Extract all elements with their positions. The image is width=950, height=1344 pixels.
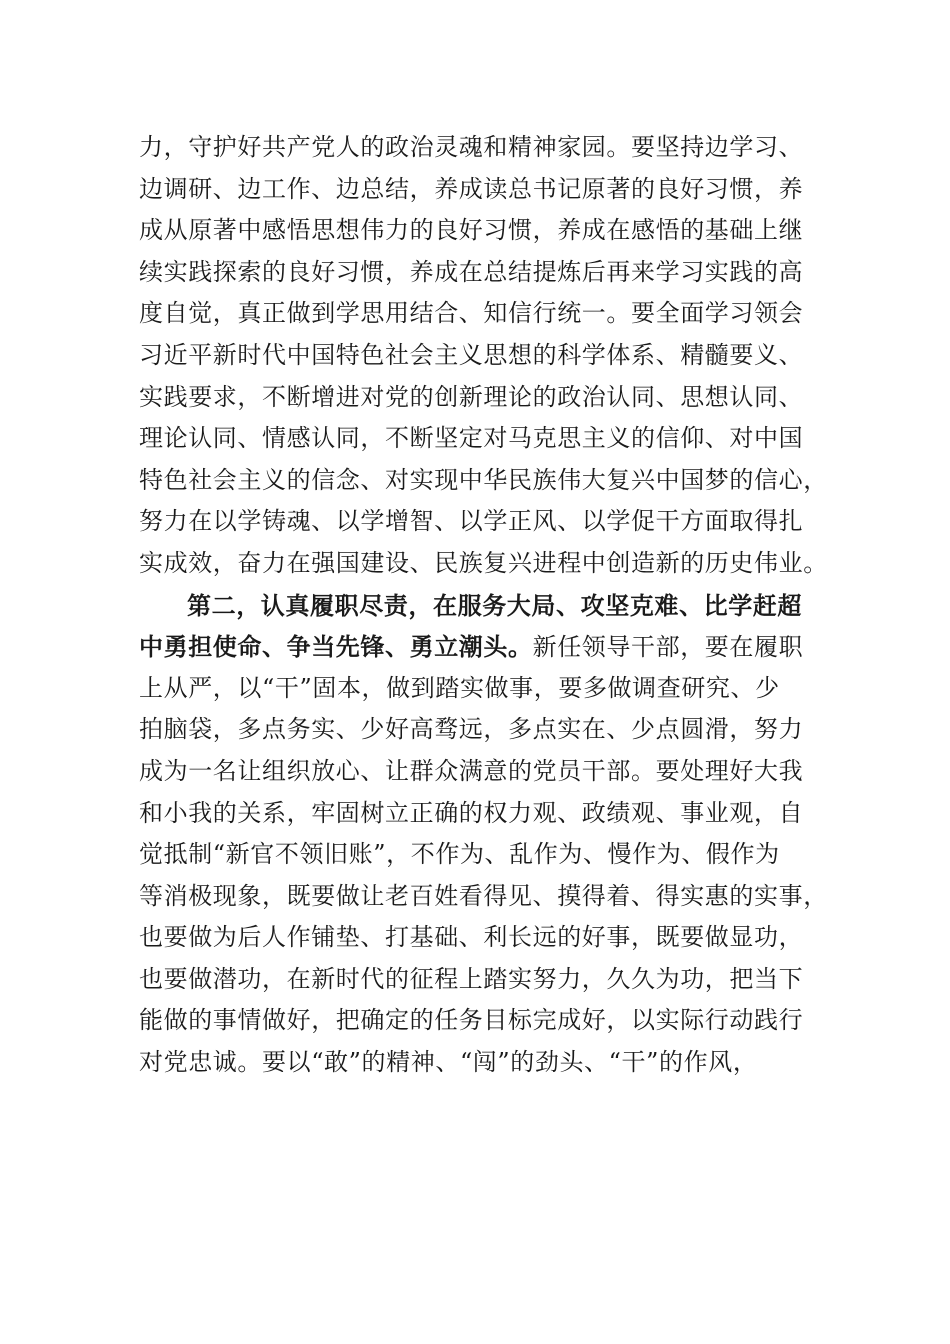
paragraph-2-line-7: 觉抵制“新官不领旧账”，不作为、乱作为、慢作为、假作为 — [139, 840, 780, 869]
paragraph-2-line-11: 能做的事情做好，把确定的任务目标完成好，以实际行动践行 — [139, 1006, 804, 1035]
paragraph-1-line-2: 边调研、边工作、边总结，养成读总书记原著的良好习惯，养 — [139, 174, 804, 203]
paragraph-2-line-12: 对党忠诚。要以“敢”的精神、“闯”的劲头、“干”的作风， — [139, 1048, 758, 1077]
paragraph-2-line-2 — [139, 626, 844, 668]
paragraph-2-line-3: 上从严，以“干”固本，做到踏实做事，要多做调查研究、少 — [139, 673, 780, 702]
body-text — [139, 127, 844, 1084]
paragraph-1-line-6: 习近平新时代中国特色社会主义思想的科学体系、精髓要义、 — [139, 340, 804, 369]
paragraph-1-line-4: 续实践探索的良好习惯，养成在总结提炼后再来学习实践的高 — [139, 257, 804, 286]
paragraph-2-line-4: 拍脑袋，多点务实、少好高骛远，多点实在、少点圆滑，努力 — [139, 715, 804, 744]
paragraph-1-line-11: 实成效，奋力在强国建设、民族复兴进程中创造新的历史伟业。 — [139, 548, 828, 577]
paragraph-2-line-8: 等消极现象，既要做让老百姓看得见、摸得着、得实惠的实事， — [139, 881, 828, 910]
paragraph-2-line-5: 成为一名让组织放心、让群众满意的党员干部。要处理好大我 — [139, 756, 804, 785]
section-heading-line-2: 中勇担使命、争当先锋、勇立潮头。 — [139, 632, 533, 662]
paragraph-2-line-2-rest: 新任领导干部，要在履职 — [532, 633, 804, 662]
paragraph-1-line-7: 实践要求，不断增进对党的创新理论的政治认同、思想认同、 — [139, 382, 804, 411]
paragraph-1-line-1: 力，守护好共产党人的政治灵魂和精神家园。要坚持边学习、 — [139, 133, 804, 161]
section-heading-line-1: 第二，认真履职尽责，在服务大局、攻坚克难、比学赶超 — [187, 590, 802, 620]
paragraph-1-line-3: 成从原著中感悟思想伟力的良好习惯，养成在感悟的基础上继 — [139, 216, 804, 245]
paragraph-2-line-6: 和小我的关系，牢固树立正确的权力观、政绩观、事业观，自 — [139, 798, 804, 827]
paragraph-2-line-9: 也要做为后人作铺垫、打基础、利长远的好事，既要做显功， — [139, 923, 804, 952]
paragraph-1-line-10: 努力在以学铸魂、以学增智、以学正风、以学促干方面取得扎 — [139, 507, 804, 536]
paragraph-1-line-8: 理论认同、情感认同，不断坚定对马克思主义的信仰、对中国 — [139, 424, 804, 453]
paragraph-1-line-5: 度自觉，真正做到学思用结合、知信行统一。要全面学习领会 — [139, 299, 804, 328]
paragraph-2-line-10: 也要做潜功，在新时代的征程上踏实努力，久久为功，把当下 — [139, 964, 804, 993]
paragraph-1-line-9: 特色社会主义的信念、对实现中华民族伟大复兴中国梦的信心， — [139, 465, 828, 494]
